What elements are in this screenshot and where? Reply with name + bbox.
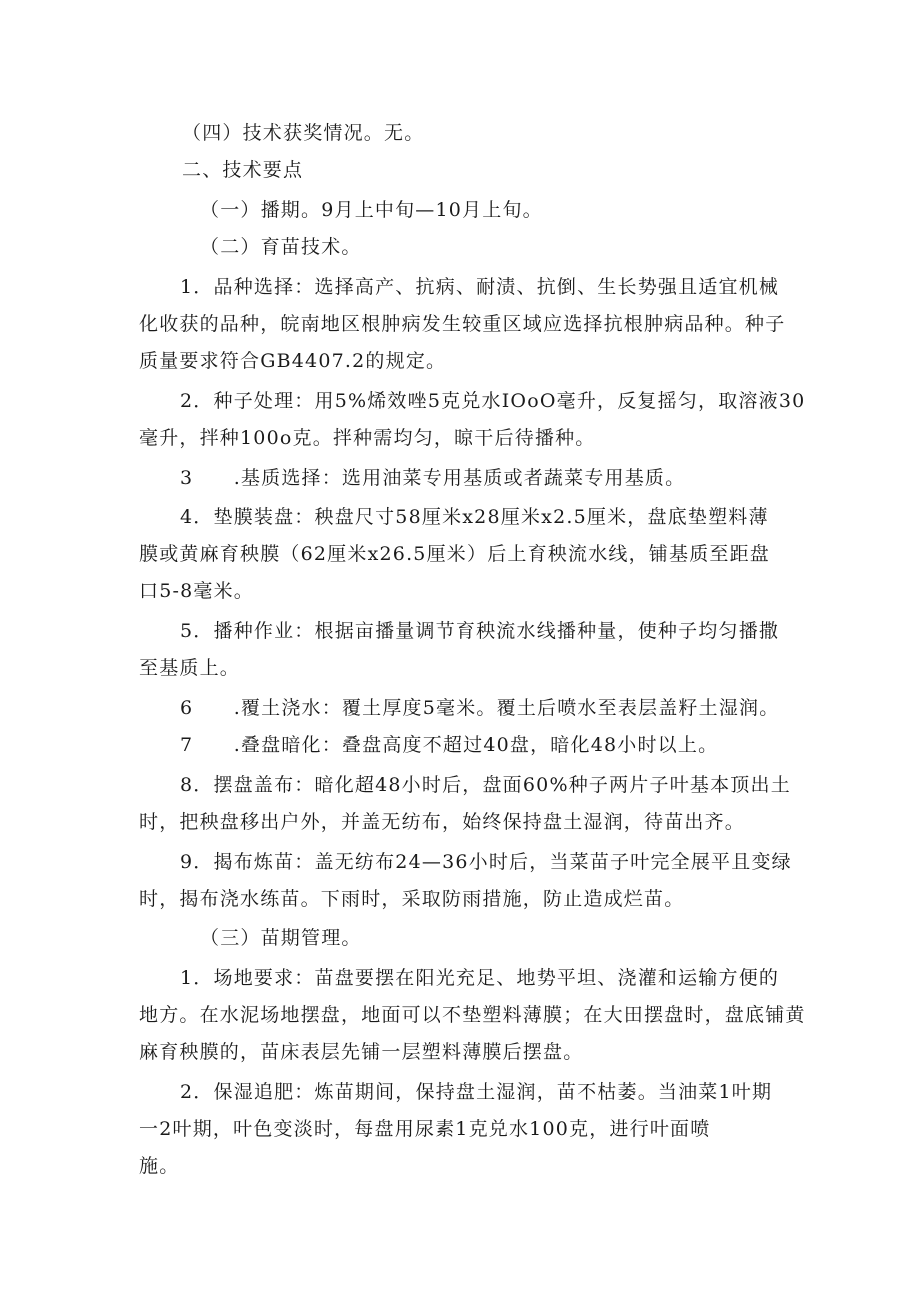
- paragraph-line: 3 .基质选择：选用油菜专用基质或者蔬菜专用基质。: [180, 467, 686, 489]
- paragraph-line: 1．场地要求：苗盘要摆在阳光充足、地势平坦、浇灌和运输方便的: [180, 967, 780, 989]
- section-awards: （四）技术获奖情况。无。: [182, 122, 425, 144]
- paragraph-line: 时，揭布浇水练苗。下雨时，采取防雨措施，防止造成烂苗。: [139, 888, 685, 910]
- paragraph-line: 质量要求符合GB4407.2的规定。: [139, 350, 447, 372]
- paragraph-line: 9．揭布炼苗：盖无纺布24—36小时后，当菜苗子叶完全展平且变绿: [180, 851, 792, 873]
- paragraph-line: 4．垫膜装盘：秧盘尺寸58厘米x28厘米x2.5厘米，盘底垫塑料薄: [180, 506, 769, 528]
- paragraph-line: 一2叶期，叶色变淡时，每盘用尿素1克兑水100克，进行叶面喷: [139, 1118, 711, 1140]
- paragraph-line: 化收获的品种，皖南地区根肿病发生较重区域应选择抗根肿病品种。种子: [139, 313, 786, 335]
- paragraph-line: 膜或黄麻育秧膜（62厘米x26.5厘米）后上育秧流水线，铺基质至距盘: [139, 543, 770, 565]
- paragraph-line: 6 .覆土浇水：覆土厚度5毫米。覆土后喷水至表层盖籽土湿润。: [180, 697, 780, 719]
- paragraph-line: 7 .叠盘暗化：叠盘高度不超过40盘，暗化48小时以上。: [180, 734, 719, 756]
- paragraph-line: 2．保湿追肥：炼苗期间，保持盘土湿润，苗不枯萎。当油菜1叶期: [180, 1081, 773, 1103]
- paragraph-line: 时，把秧盘移出户外，并盖无纺布，始终保持盘土湿润，待苗出齐。: [139, 811, 746, 833]
- paragraph-line: 毫升，拌种100o克。拌种需均匀，晾干后待播种。: [139, 427, 596, 449]
- paragraph-line: 8．摆盘盖布：暗化超48小时后，盘面60%种子两片子叶基本顶出土: [180, 774, 791, 796]
- paragraph-line: 1．品种选择：选择高产、抗病、耐渍、抗倒、生长势强且适宜机械: [180, 276, 780, 298]
- paragraph-line: 口5-8毫米。: [139, 580, 254, 602]
- paragraph-line: 5．播种作业：根据亩播量调节育秧流水线播种量，使种子均匀播撒: [180, 620, 780, 642]
- subheading-sowing-period: （一）播期。9月上中旬—10月上旬。: [200, 199, 543, 221]
- paragraph-line: 至基质上。: [139, 657, 241, 679]
- paragraph-line: 施。: [139, 1155, 180, 1177]
- paragraph-line: 2．种子处理：用5%烯效唑5克兑水IOoO毫升，反复摇匀，取溶液30: [180, 390, 806, 412]
- paragraph-line: 麻育秧膜的，苗床表层先铺一层塑料薄膜后摆盘。: [139, 1041, 584, 1063]
- subheading-seedling-management: （三）苗期管理。: [200, 927, 362, 949]
- subheading-seedling-technique: （二）育苗技术。: [200, 236, 362, 258]
- paragraph-line: 地方。在水泥场地摆盘，地面可以不垫塑料薄膜；在大田摆盘时，盘底铺黄: [139, 1004, 806, 1026]
- heading-technical-points: 二、技术要点: [182, 159, 304, 181]
